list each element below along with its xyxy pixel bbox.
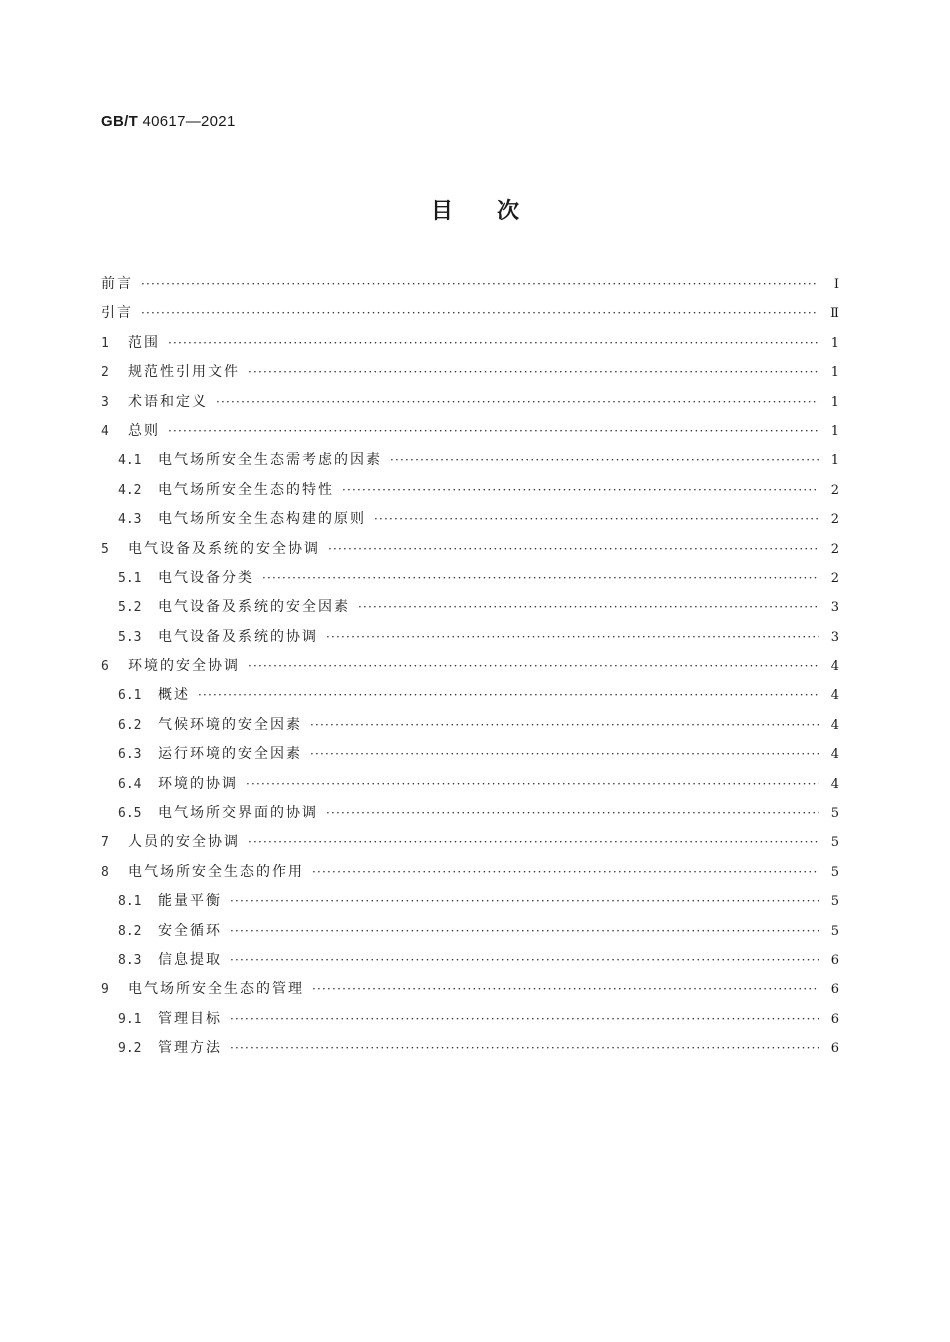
toc-entry-page: 5 xyxy=(830,835,839,851)
toc-leader-dots xyxy=(390,446,819,475)
toc-entry-title: 总则 xyxy=(128,422,160,439)
toc-entry-title: 电气场所安全生态的作用 xyxy=(128,863,304,880)
toc-entry[interactable] xyxy=(101,535,839,564)
toc-entry-title: 安全循环 xyxy=(158,922,222,939)
toc-entry-page: 5 xyxy=(830,923,839,939)
toc-entry-title: 电气场所安全生态的管理 xyxy=(128,981,304,998)
toc-entry-number: 6.3 xyxy=(118,747,142,763)
toc-entry[interactable] xyxy=(101,887,839,916)
toc-leader-dots xyxy=(216,388,819,417)
toc-entry-page: Ⅰ xyxy=(833,277,839,292)
toc-entry-number: 4.1 xyxy=(118,453,142,469)
toc-entry-number: 6.2 xyxy=(118,717,142,733)
toc-entry-title: 前言 xyxy=(101,276,133,292)
toc-entry[interactable] xyxy=(101,299,839,328)
toc-entry-page: 4 xyxy=(830,776,839,792)
toc-leader-dots xyxy=(310,740,819,769)
toc-leader-dots xyxy=(248,828,819,857)
toc-entry-title: 引言 xyxy=(101,305,133,322)
toc-entry-title: 环境的安全协调 xyxy=(128,658,240,675)
toc-entry-page: 4 xyxy=(830,747,839,763)
toc-entry-number: 8.1 xyxy=(118,894,142,910)
toc-entry-page: 4 xyxy=(830,688,839,704)
toc-entry-title: 概述 xyxy=(158,687,190,704)
toc-entry-title: 术语和定义 xyxy=(128,393,208,410)
toc-entry-title: 电气场所交界面的协调 xyxy=(158,805,318,822)
toc-entry-number: 8.2 xyxy=(118,923,142,939)
toc-entry-number: 9.2 xyxy=(118,1041,142,1057)
toc-entry[interactable] xyxy=(101,505,839,534)
toc-entry[interactable] xyxy=(101,593,839,622)
toc-entry-page: 1 xyxy=(830,335,839,351)
toc-leader-dots xyxy=(230,1034,819,1063)
toc-leader-dots xyxy=(230,887,819,916)
toc-leader-dots xyxy=(374,505,819,534)
toc-entry-page: 1 xyxy=(830,365,839,381)
toc-entry[interactable] xyxy=(101,975,839,1004)
toc-leader-dots xyxy=(326,799,819,828)
toc-entry-number: 4.2 xyxy=(118,482,142,498)
toc-entry-number: 5.2 xyxy=(118,600,142,616)
toc-entry-number: 5.3 xyxy=(118,629,142,645)
toc-entry-number: 6 xyxy=(101,659,109,675)
toc-leader-dots xyxy=(310,711,819,740)
toc-entry-title: 范围 xyxy=(128,334,160,351)
toc-entry-number: 4 xyxy=(101,423,109,439)
toc-entry-number: 3 xyxy=(101,394,109,410)
toc-leader-dots xyxy=(230,1005,819,1034)
toc-entry-page: 5 xyxy=(830,864,839,880)
toc-entry[interactable] xyxy=(101,446,839,475)
toc-entry-page: 6 xyxy=(830,1041,839,1057)
toc-entry-title: 环境的协调 xyxy=(158,775,238,792)
toc-entry-page: 6 xyxy=(830,1011,839,1027)
toc-entry[interactable] xyxy=(101,1034,839,1063)
toc-entry[interactable] xyxy=(101,270,839,299)
toc-entry-number: 7 xyxy=(101,835,109,851)
toc-entry-title: 人员的安全协调 xyxy=(128,834,240,851)
toc-entry-number: 9 xyxy=(101,982,109,998)
toc-entry[interactable] xyxy=(101,740,839,769)
toc-entry[interactable] xyxy=(101,388,839,417)
page-title: 目次 xyxy=(430,199,563,224)
toc-entry-page: 1 xyxy=(830,423,839,439)
toc-entry-page: 3 xyxy=(830,629,839,645)
toc-entry-title: 规范性引用文件 xyxy=(128,364,240,381)
toc-entry-page: 3 xyxy=(830,600,839,616)
toc-leader-dots xyxy=(248,358,819,387)
toc-entry[interactable] xyxy=(101,681,839,710)
toc-entry-page: 1 xyxy=(830,394,839,410)
toc-entry-number: 2 xyxy=(101,365,109,381)
toc-entry-page: 4 xyxy=(830,659,839,675)
toc-entry-title: 电气设备分类 xyxy=(158,569,254,586)
toc-entry-title: 管理方法 xyxy=(158,1040,222,1057)
toc-entry-title: 能量平衡 xyxy=(158,893,222,910)
toc-entry-number: 6.4 xyxy=(118,776,142,792)
toc-leader-dots xyxy=(312,975,819,1004)
toc-entry[interactable] xyxy=(101,917,839,946)
toc-entry[interactable] xyxy=(101,329,839,358)
toc-entry-page: 5 xyxy=(830,806,839,822)
toc-entry-number: 8 xyxy=(101,864,109,880)
toc-entry-number: 5 xyxy=(101,541,109,557)
toc-leader-dots xyxy=(246,770,819,799)
toc-entry[interactable] xyxy=(101,711,839,740)
toc-entry-number: 6.1 xyxy=(118,688,142,704)
toc-leader-dots xyxy=(141,270,819,299)
toc-entry[interactable] xyxy=(101,770,839,799)
toc-entry[interactable] xyxy=(101,799,839,828)
toc-leader-dots xyxy=(168,329,819,358)
toc-entry-number: 9.1 xyxy=(118,1011,142,1027)
toc-entry-page: 5 xyxy=(830,894,839,910)
toc-entry-page: 2 xyxy=(830,570,839,586)
toc-entry[interactable] xyxy=(101,417,839,446)
table-of-contents xyxy=(101,270,839,1064)
toc-entry-number: 5.1 xyxy=(118,570,142,586)
toc-entry-page: 2 xyxy=(830,541,839,557)
toc-entry-title: 气候环境的安全因素 xyxy=(158,716,302,733)
toc-leader-dots xyxy=(198,681,819,710)
toc-leader-dots xyxy=(328,535,819,564)
toc-entry[interactable] xyxy=(101,652,839,681)
toc-entry-page: 6 xyxy=(830,952,839,968)
standard-number: 40617—2021 xyxy=(142,113,236,130)
toc-leader-dots xyxy=(312,858,819,887)
toc-entry-number: 8.3 xyxy=(118,952,142,968)
toc-leader-dots xyxy=(358,593,819,622)
toc-entry[interactable] xyxy=(101,858,839,887)
toc-entry-title: 电气场所安全生态的特性 xyxy=(158,481,334,498)
toc-entry-title: 电气场所安全生态需考虑的因素 xyxy=(158,452,382,469)
toc-entry-title: 信息提取 xyxy=(158,951,222,968)
toc-leader-dots xyxy=(262,564,819,593)
toc-leader-dots xyxy=(230,946,819,975)
toc-entry[interactable] xyxy=(101,358,839,387)
toc-leader-dots xyxy=(141,299,819,328)
toc-leader-dots xyxy=(248,652,819,681)
toc-leader-dots xyxy=(168,417,819,446)
toc-leader-dots xyxy=(230,917,819,946)
toc-entry-title: 电气设备及系统的安全协调 xyxy=(128,540,320,557)
toc-entry-title: 电气设备及系统的协调 xyxy=(158,628,318,645)
standard-prefix: GB/T xyxy=(101,113,139,130)
toc-entry[interactable] xyxy=(101,564,839,593)
standard-code xyxy=(101,113,236,130)
toc-entry-page: Ⅱ xyxy=(830,306,839,322)
toc-entry[interactable] xyxy=(101,946,839,975)
toc-entry[interactable] xyxy=(101,828,839,857)
toc-entry-title: 管理目标 xyxy=(158,1010,222,1027)
toc-entry-number: 6.5 xyxy=(118,806,142,822)
toc-leader-dots xyxy=(342,476,819,505)
toc-entry[interactable] xyxy=(101,623,839,652)
toc-entry-title: 电气设备及系统的安全因素 xyxy=(158,599,350,616)
toc-entry[interactable] xyxy=(101,1005,839,1034)
toc-entry-number: 4.3 xyxy=(118,512,142,528)
toc-entry-page: 6 xyxy=(830,982,839,998)
toc-entry-title: 电气场所安全生态构建的原则 xyxy=(158,511,366,528)
toc-entry-title: 运行环境的安全因素 xyxy=(158,746,302,763)
toc-entry-page: 4 xyxy=(830,717,839,733)
toc-entry-page: 2 xyxy=(830,512,839,528)
toc-entry-page: 2 xyxy=(830,482,839,498)
toc-entry-number: 1 xyxy=(101,335,109,351)
toc-entry[interactable] xyxy=(101,476,839,505)
toc-entry-page: 1 xyxy=(830,453,839,469)
toc-leader-dots xyxy=(326,623,819,652)
